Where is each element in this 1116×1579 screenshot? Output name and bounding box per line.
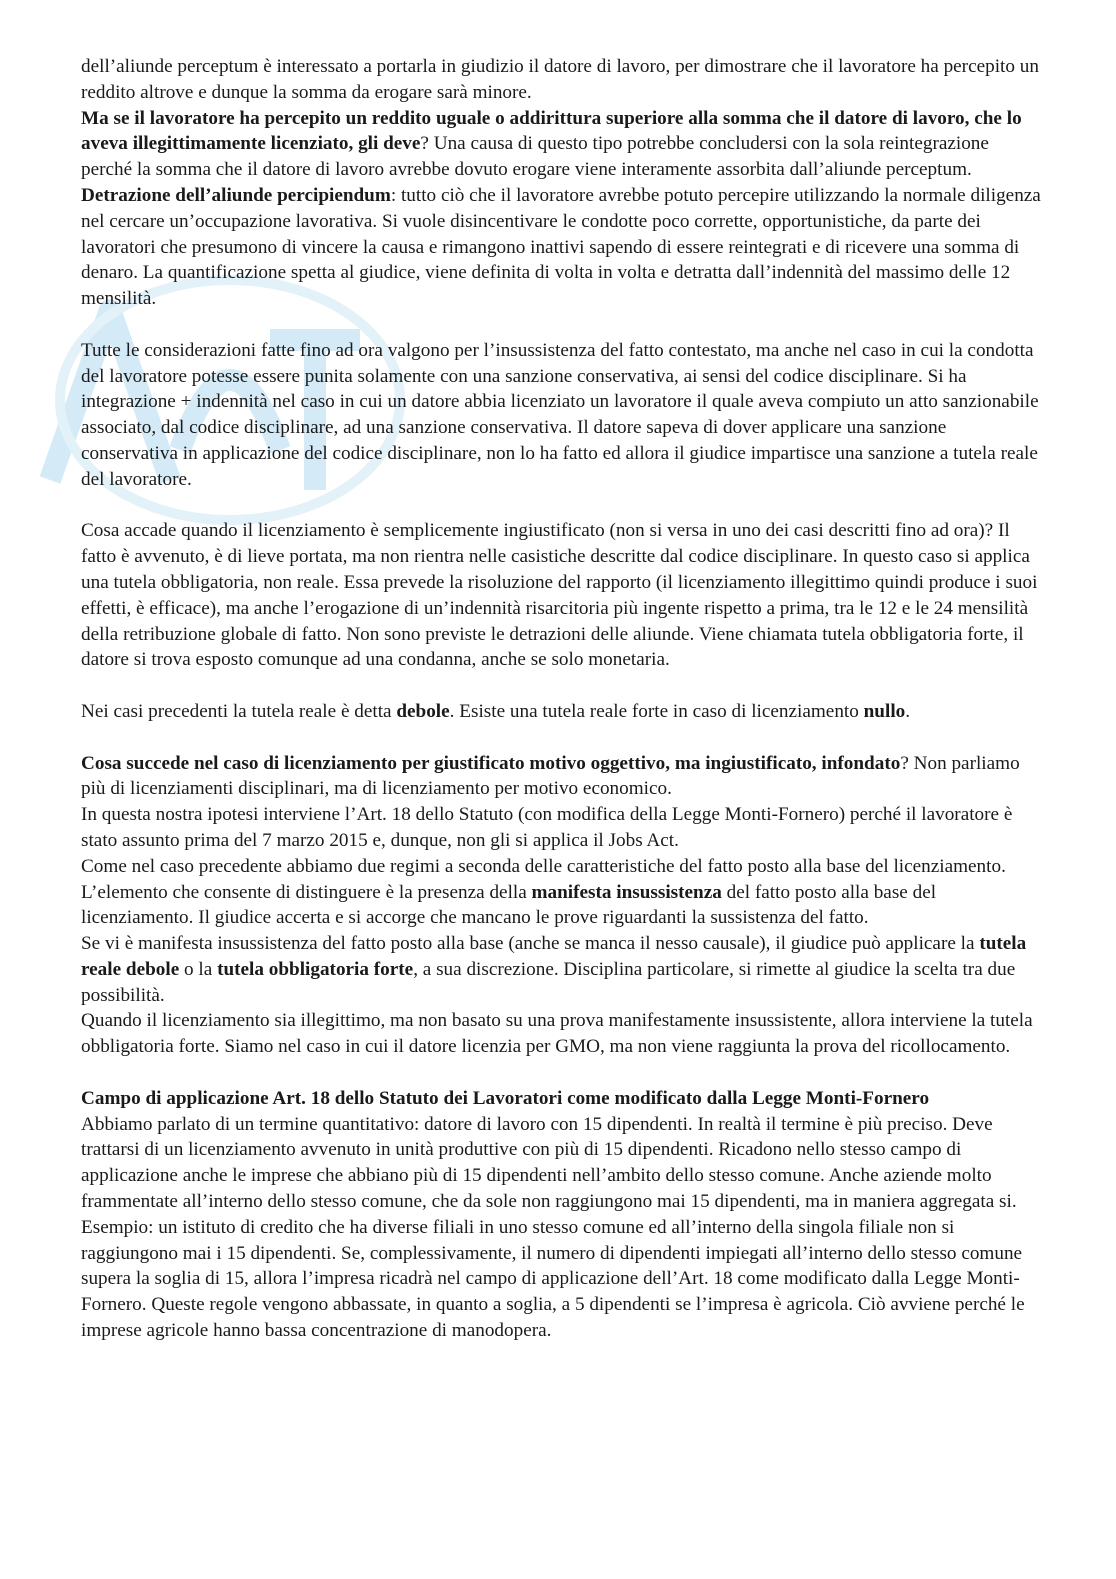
document-page (81, 54, 1041, 1344)
paragraph-campo-applicazione: Abbiamo parlato di un termine quantitativo: datore di lavoro con 15 dipendenti. In realtà il termine è più preciso. Deve trattarsi di un licenziamento avvenuto in unità produttive con più di 15 dipendenti. Ricadono nello stesso campo di applicazione anche le imprese che abbiano più di 15 dipendenti nell’ambito dello stesso comune. Anche aziende molto frammentate all’interno dello stesso comune, che da sole non raggiungono mai 15 dipendenti, ma in maniera aggregata si. Esempio: un istituto di credito che ha diverse filiali in uno stesso comune ed all’interno della singola filiale non si raggiungono mai i 15 dipendenti. Se, complessivamente, il numero di dipendenti impiegati all’interno dello stesso comune supera la soglia di 15, allora l’impresa ricadrà nel campo di applicazione dell’Art. 18 come modificato dalla Legge Monti-Fornero. Queste regole vengono abbassate, in quanto a soglia, a 5 dipendenti se l’impresa è agricola. Ciò avviene perché le imprese agricole hanno bassa concentrazione di manodopera. (81, 1113, 1025, 1342)
bold-question: Ma se il lavoratore ha percepito un reddito uguale o addirittura superiore alla somma che il datore di lavoro, che lo aveva illegittimamente licenziato, gli deve (81, 107, 1022, 155)
paragraph-aliunde-perceptum: dell’aliunde perceptum è interessato a portarla in giudizio il datore di lavoro, per dimostrare che il lavoratore ha percepito un reddito altrove e dunque la somma da erogare sarà minore. (81, 56, 1039, 103)
paragraph-sanzione-conservativa: Tutte le considerazioni fatte fino ad ora valgono per l’insussistenza del fatto contestato, ma anche nel caso in cui la condotta del lavoratore potesse essere punita solamente con una sanzione conservativa, ai sensi del codice disciplinare. Si ha integrazione + indennità nel caso in cui un datore abbia licenziato un lavoratore il quale aveva compiuto un atto sanzionabile associato, dal codice disciplinare, ad una sanzione conservativa. Il datore sapeva di dover applicare una sanzione conservativa in applicazione del codice disciplinare, non lo ha fatto ed allora il giudice impartisce una sanzione a tutela reale del lavoratore. (81, 339, 1039, 490)
paragraph-art18-ipotesi: In questa nostra ipotesi interviene l’Art. 18 dello Statuto (con modifica della Legge Monti-Fornero) perché il lavoratore è stato assunto prima del 7 marzo 2015 e, dunque, non gli si applica il Jobs Act. (81, 804, 1013, 851)
paragraph-due-regimi: Come nel caso precedente abbiamo due regimi a seconda delle caratteristiche del fatto posto alla base del licenziamento. L’elemento che consente di distinguere è la presenza della manifesta insussistenza del fatto posto alla base del licenziamento. Il giudice accerta e si accorge che mancano le prove riguardanti la sussistenza del fatto. (81, 855, 1006, 929)
paragraph-aliunde-percipiendum: Detrazione dell’aliunde percipiendum: tutto ciò che il lavoratore avrebbe potuto percepire utilizzando la normale diligenza nel cercare un’occupazione lavorativa. Si vuole disincentivare le condotte poco corrette, opportunistiche, da parte dei lavoratori che presumono di vincere la causa e rimangono inattivi sapendo di essere reintegrati e di ricevere una somma di denaro. La quantificazione spetta al giudice, viene definita di volta in volta e detratta dall’indennità del massimo delle 12 mensilità. (81, 184, 1041, 310)
bold-term: Detrazione dell’aliunde percipiendum (81, 184, 391, 206)
paragraph-reddito-superiore: Ma se il lavoratore ha percepito un reddito uguale o addirittura superiore alla somma che il datore di lavoro, che lo aveva illegittimamente licenziato, gli deve? Una causa di questo tipo potrebbe concludersi con la sola reintegrazione perché la somma che il datore di lavoro avrebbe dovuto erogare viene interamente assorbita dall’aliunde perceptum. (81, 107, 1022, 181)
paragraph-manifesta-insussistenza: Se vi è manifesta insussistenza del fatto posto alla base (anche se manca il nesso causale), il giudice può applicare la tutela reale debole o la tutela obbligatoria forte, a sua discrezione. Disciplina particolare, si rimette al giudice la scelta tra due possibilità. (81, 933, 1027, 1006)
paragraph-tutela-obbligatoria-forte: Quando il licenziamento sia illegittimo, ma non basato su una prova manifestamente insussistente, allora interviene la tutela obbligatoria forte. Siamo nel caso in cui il datore licenzia per GMO, ma non viene raggiunta la prova del ricollocamento. (81, 1010, 1033, 1058)
paragraph-gmo-question: Cosa succede nel caso di licenziamento per giustificato motivo oggettivo, ma ingiustificato, infondato? Non parliamo più di licenziamenti disciplinari, ma di licenziamento per motivo economico. (81, 752, 1020, 800)
paragraph-tutela-reale: Nei casi precedenti la tutela reale è detta debole. Esiste una tutela reale forte in caso di licenziamento nullo. (81, 700, 911, 722)
bold-question: Cosa succede nel caso di licenziamento per giustificato motivo oggettivo, ma ingiustificato, infondato (81, 752, 901, 774)
paragraph-licenziamento-ingiustificato: Cosa accade quando il licenziamento è semplicemente ingiustificato (non si versa in uno dei casi descritti fino ad ora)? Il fatto è avvenuto, è di lieve portata, ma non rientra nelle casistiche descritte dal codice disciplinare. In questo caso si applica una tutela obbligatoria, non reale. Essa prevede la risoluzione del rapporto (il licenziamento illegittimo quindi produce i suoi effetti, è efficace), ma anche l’erogazione di un’indennità risarcitoria più ingente rispetto a prima, tra le 12 e le 24 mensilità della retribuzione globale di fatto. Non sono previste le detrazioni delle aliunde. Viene chiamata tutela obbligatoria forte, il datore si trova esposto comunque ad una condanna, anche se solo monetaria. (81, 520, 1038, 671)
section-heading: Campo di applicazione Art. 18 dello Statuto dei Lavoratori come modificato dalla Legge Monti-Fornero (81, 1087, 930, 1109)
